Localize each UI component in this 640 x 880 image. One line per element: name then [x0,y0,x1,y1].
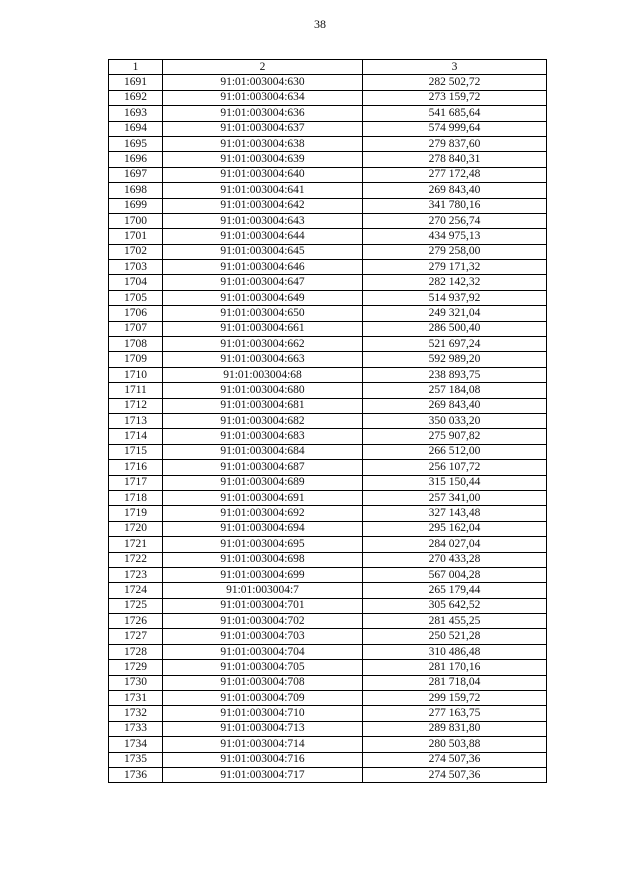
cadastral-number-cell: 91:01:003004:680 [163,383,363,398]
cadastral-number-cell: 91:01:003004:638 [163,136,363,151]
row-number-cell: 1729 [109,660,163,675]
row-number-cell: 1725 [109,598,163,613]
row-number-cell: 1720 [109,521,163,536]
value-cell: 279 837,60 [363,136,547,151]
cadastral-number-cell: 91:01:003004:682 [163,413,363,428]
value-cell: 434 975,13 [363,229,547,244]
cadastral-number-cell: 91:01:003004:699 [163,567,363,582]
row-number-cell: 1693 [109,106,163,121]
value-cell: 275 907,82 [363,429,547,444]
cadastral-number-cell: 91:01:003004:689 [163,475,363,490]
cadastral-number-cell: 91:01:003004:650 [163,306,363,321]
row-number-cell: 1705 [109,290,163,305]
value-cell: 269 843,40 [363,183,547,198]
table-row [109,629,547,644]
row-number-cell: 1726 [109,614,163,629]
value-cell: 592 989,20 [363,352,547,367]
value-cell: 310 486,48 [363,644,547,659]
page-number: 38 [314,17,326,31]
cadastral-number-cell: 91:01:003004:634 [163,90,363,105]
value-cell: 280 503,88 [363,737,547,752]
row-number-cell: 1707 [109,321,163,336]
table-row [109,706,547,721]
value-cell: 305 642,52 [363,598,547,613]
table-row [109,767,547,782]
cadastral-number-cell: 91:01:003004:695 [163,537,363,552]
cadastral-number-cell: 91:01:003004:639 [163,152,363,167]
value-cell: 277 172,48 [363,167,547,182]
value-cell: 270 433,28 [363,552,547,567]
value-cell: 281 170,16 [363,660,547,675]
cadastral-number-cell: 91:01:003004:709 [163,691,363,706]
cadastral-number-cell: 91:01:003004:7 [163,583,363,598]
value-cell: 281 718,04 [363,675,547,690]
value-cell: 284 027,04 [363,537,547,552]
row-number-cell: 1697 [109,167,163,182]
table-row [109,429,547,444]
table-row [109,675,547,690]
cadastral-number-cell: 91:01:003004:694 [163,521,363,536]
row-number-cell: 1730 [109,675,163,690]
table-row [109,90,547,105]
cadastral-number-cell: 91:01:003004:710 [163,706,363,721]
table-row [109,383,547,398]
row-number-cell: 1702 [109,244,163,259]
row-number-cell: 1696 [109,152,163,167]
row-number-cell: 1710 [109,367,163,382]
row-number-cell: 1701 [109,229,163,244]
cadastral-number-cell: 91:01:003004:637 [163,121,363,136]
table-row [109,213,547,228]
cadastral-number-cell: 91:01:003004:714 [163,737,363,752]
row-number-cell: 1716 [109,460,163,475]
row-number-cell: 1715 [109,444,163,459]
value-cell: 256 107,72 [363,460,547,475]
row-number-cell: 1713 [109,413,163,428]
value-cell: 282 142,32 [363,275,547,290]
table-row [109,721,547,736]
table-row [109,444,547,459]
cadastral-number-cell: 91:01:003004:717 [163,767,363,782]
row-number-cell: 1691 [109,75,163,90]
cadastral-number-cell: 91:01:003004:646 [163,260,363,275]
cadastral-number-cell: 91:01:003004:692 [163,506,363,521]
table-row [109,260,547,275]
value-cell: 541 685,64 [363,106,547,121]
row-number-cell: 1712 [109,398,163,413]
cadastral-number-cell: 91:01:003004:698 [163,552,363,567]
table-row [109,691,547,706]
value-cell: 278 840,31 [363,152,547,167]
table-row [109,275,547,290]
row-number-cell: 1733 [109,721,163,736]
table-header-row [109,60,547,75]
row-number-cell: 1700 [109,213,163,228]
table-row [109,183,547,198]
value-cell: 514 937,92 [363,290,547,305]
value-cell: 567 004,28 [363,567,547,582]
cadastral-number-cell: 91:01:003004:68 [163,367,363,382]
row-number-cell: 1695 [109,136,163,151]
cadastral-number-cell: 91:01:003004:691 [163,490,363,505]
table-row [109,537,547,552]
value-cell: 249 321,04 [363,306,547,321]
table-row [109,660,547,675]
table-row [109,337,547,352]
value-cell: 299 159,72 [363,691,547,706]
table-row [109,490,547,505]
row-number-cell: 1708 [109,337,163,352]
value-cell: 315 150,44 [363,475,547,490]
cadastral-number-cell: 91:01:003004:642 [163,198,363,213]
row-number-cell: 1722 [109,552,163,567]
table-row [109,244,547,259]
column-header-1: 1 [109,60,163,75]
row-number-cell: 1736 [109,767,163,782]
table-row [109,475,547,490]
cadastral-number-cell: 91:01:003004:643 [163,213,363,228]
value-cell: 279 171,32 [363,260,547,275]
value-cell: 574 999,64 [363,121,547,136]
row-number-cell: 1723 [109,567,163,582]
cadastral-number-cell: 91:01:003004:704 [163,644,363,659]
row-number-cell: 1714 [109,429,163,444]
cadastral-number-cell: 91:01:003004:641 [163,183,363,198]
cadastral-number-cell: 91:01:003004:636 [163,106,363,121]
value-cell: 273 159,72 [363,90,547,105]
cadastral-number-cell: 91:01:003004:701 [163,598,363,613]
table-row [109,106,547,121]
table-row [109,398,547,413]
cadastral-number-cell: 91:01:003004:716 [163,752,363,767]
table-row [109,598,547,613]
row-number-cell: 1706 [109,306,163,321]
cadastral-number-cell: 91:01:003004:681 [163,398,363,413]
table-row [109,136,547,151]
cadastral-number-cell: 91:01:003004:662 [163,337,363,352]
row-number-cell: 1709 [109,352,163,367]
value-cell: 281 455,25 [363,614,547,629]
row-number-cell: 1698 [109,183,163,198]
table-row [109,583,547,598]
table-row [109,737,547,752]
row-number-cell: 1727 [109,629,163,644]
table-row [109,352,547,367]
table-row [109,367,547,382]
row-number-cell: 1732 [109,706,163,721]
cadastral-number-cell: 91:01:003004:687 [163,460,363,475]
table-row [109,506,547,521]
row-number-cell: 1703 [109,260,163,275]
cadastral-number-cell: 91:01:003004:661 [163,321,363,336]
cadastral-number-cell: 91:01:003004:640 [163,167,363,182]
value-cell: 521 697,24 [363,337,547,352]
cadastral-number-cell: 91:01:003004:708 [163,675,363,690]
cadastral-number-cell: 91:01:003004:663 [163,352,363,367]
table-row [109,614,547,629]
row-number-cell: 1721 [109,537,163,552]
value-cell: 257 184,08 [363,383,547,398]
value-cell: 257 341,00 [363,490,547,505]
cadastral-number-cell: 91:01:003004:647 [163,275,363,290]
table-row [109,121,547,136]
table-row [109,229,547,244]
value-cell: 238 893,75 [363,367,547,382]
value-cell: 265 179,44 [363,583,547,598]
table-row [109,521,547,536]
table-row [109,644,547,659]
table-row [109,460,547,475]
row-number-cell: 1735 [109,752,163,767]
value-cell: 269 843,40 [363,398,547,413]
row-number-cell: 1734 [109,737,163,752]
table-row [109,75,547,90]
data-table [108,59,547,783]
value-cell: 295 162,04 [363,521,547,536]
value-cell: 250 521,28 [363,629,547,644]
cadastral-number-cell: 91:01:003004:702 [163,614,363,629]
cadastral-number-cell: 91:01:003004:684 [163,444,363,459]
row-number-cell: 1704 [109,275,163,290]
cadastral-number-cell: 91:01:003004:713 [163,721,363,736]
row-number-cell: 1699 [109,198,163,213]
value-cell: 327 143,48 [363,506,547,521]
value-cell: 274 507,36 [363,752,547,767]
row-number-cell: 1719 [109,506,163,521]
table-row [109,198,547,213]
table-row [109,567,547,582]
value-cell: 279 258,00 [363,244,547,259]
table-row [109,752,547,767]
cadastral-number-cell: 91:01:003004:649 [163,290,363,305]
row-number-cell: 1731 [109,691,163,706]
value-cell: 282 502,72 [363,75,547,90]
cadastral-number-cell: 91:01:003004:630 [163,75,363,90]
row-number-cell: 1694 [109,121,163,136]
column-header-3: 3 [363,60,547,75]
value-cell: 350 033,20 [363,413,547,428]
table-row [109,413,547,428]
table-row [109,290,547,305]
column-header-2: 2 [163,60,363,75]
row-number-cell: 1711 [109,383,163,398]
table-row [109,321,547,336]
table-body [109,75,547,783]
table-row [109,306,547,321]
cadastral-number-cell: 91:01:003004:645 [163,244,363,259]
value-cell: 274 507,36 [363,767,547,782]
row-number-cell: 1718 [109,490,163,505]
table-row [109,152,547,167]
value-cell: 286 500,40 [363,321,547,336]
cadastral-number-cell: 91:01:003004:644 [163,229,363,244]
table-row [109,552,547,567]
value-cell: 266 512,00 [363,444,547,459]
row-number-cell: 1728 [109,644,163,659]
table-row [109,167,547,182]
cadastral-number-cell: 91:01:003004:703 [163,629,363,644]
value-cell: 270 256,74 [363,213,547,228]
value-cell: 289 831,80 [363,721,547,736]
row-number-cell: 1692 [109,90,163,105]
value-cell: 341 780,16 [363,198,547,213]
row-number-cell: 1724 [109,583,163,598]
cadastral-number-cell: 91:01:003004:683 [163,429,363,444]
row-number-cell: 1717 [109,475,163,490]
value-cell: 277 163,75 [363,706,547,721]
cadastral-number-cell: 91:01:003004:705 [163,660,363,675]
